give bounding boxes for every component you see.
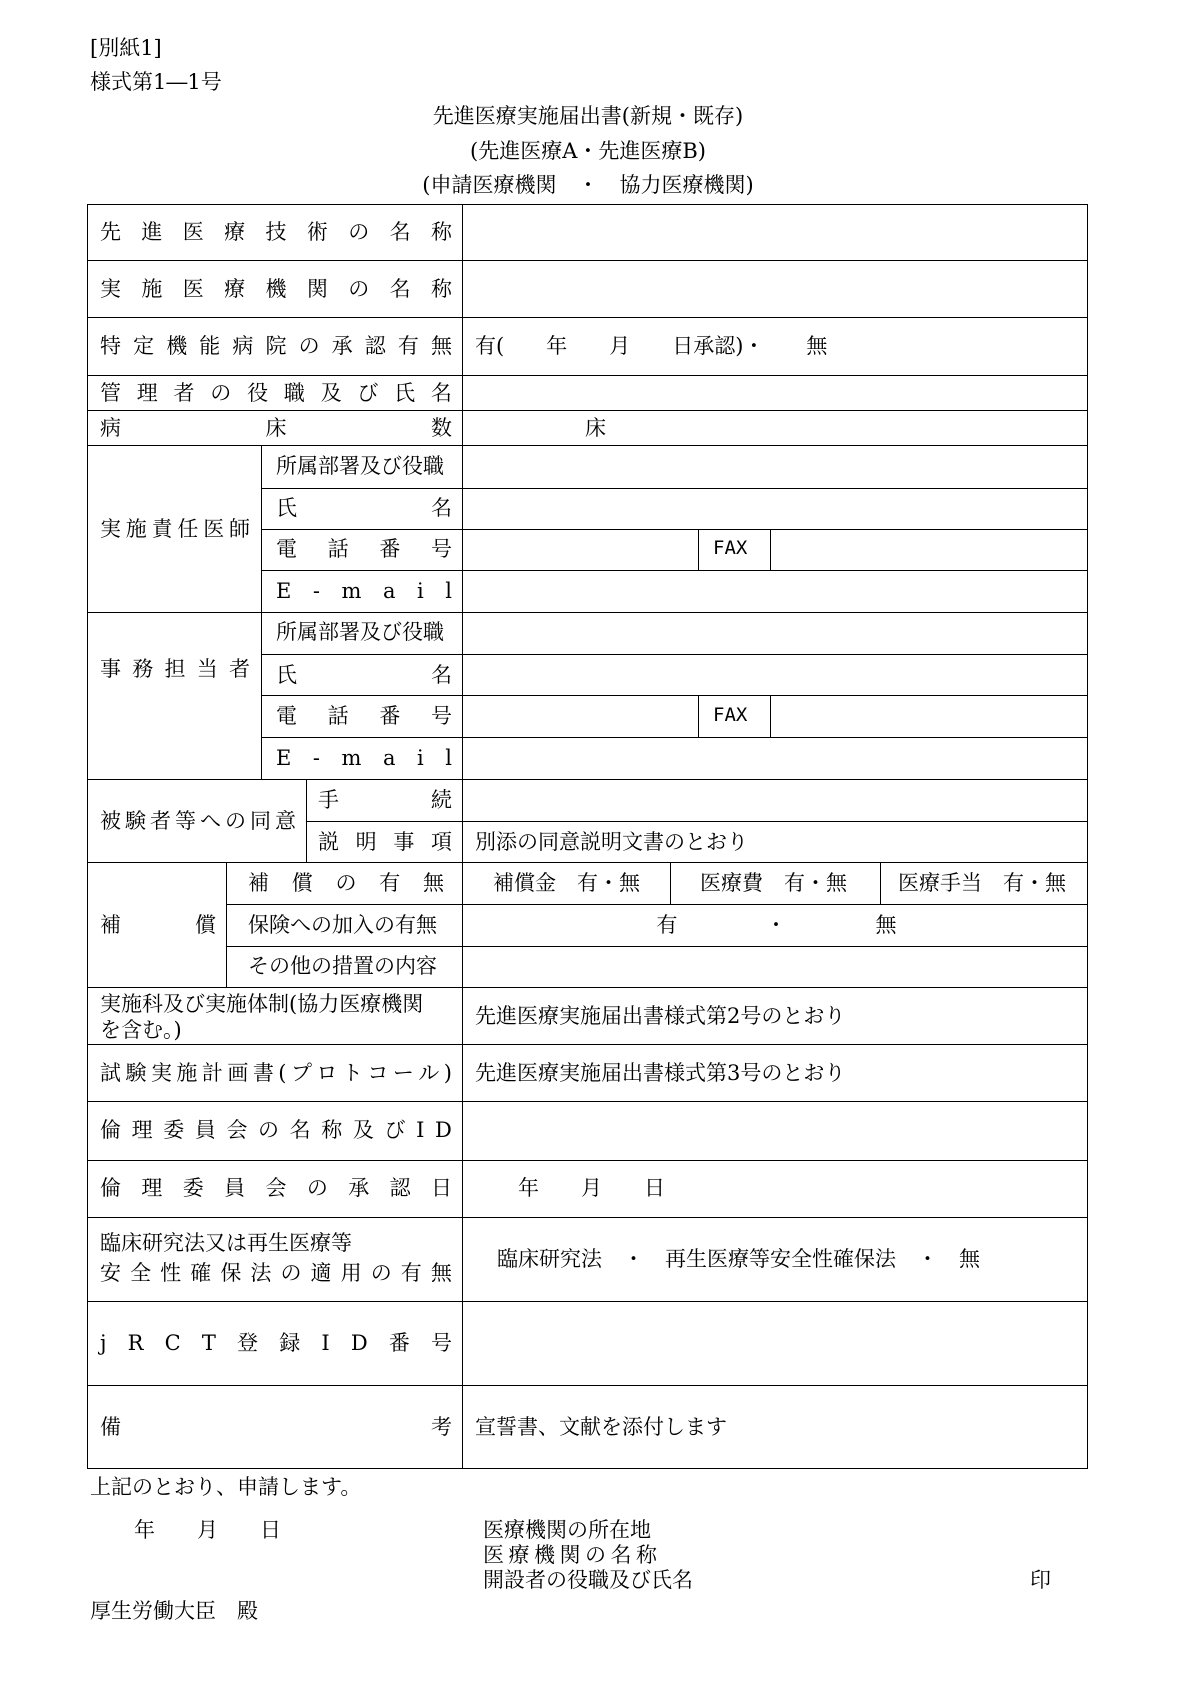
- special-hospital-value: 有( 年 月 日承認)・ 無: [475, 334, 828, 358]
- label-staff-email: E - m a i l: [276, 746, 452, 770]
- label-staff-fax: FAX: [713, 704, 748, 726]
- label-manager: 管 理 者 の 役 職 及 び 氏 名: [100, 381, 452, 405]
- column-divider: [880, 862, 881, 904]
- row-divider: [87, 1160, 1088, 1161]
- remarks-value: 宣誓書、文献を添付します: [475, 1415, 727, 1439]
- subtitle-category: (先進医療A・先進医療B): [470, 139, 706, 163]
- comp-allowance: 医療手当 有・無: [898, 871, 1066, 895]
- label-insurance: 保険への加入の有無: [248, 913, 437, 937]
- label-staff-name: 氏 名: [276, 663, 452, 687]
- row-divider: [261, 488, 1088, 489]
- label-consent: 被 験 者 等 へ の 同 意: [100, 809, 296, 833]
- application-date: 年 月 日: [134, 1518, 281, 1542]
- column-divider: [698, 695, 699, 737]
- label-law-line2: 安 全 性 確 保 法 の 適 用 の 有 無: [100, 1261, 452, 1285]
- label-location: 医療機関の所在地: [483, 1518, 651, 1542]
- label-doctor-email: E - m a i l: [276, 579, 452, 603]
- row-divider: [87, 1101, 1088, 1102]
- row-divider: [261, 654, 1088, 655]
- subtitle-institution: (申請医療機関 ・ 協力医療機関): [422, 173, 754, 197]
- label-jrct: j R C T 登 録 I D 番 号: [100, 1331, 452, 1355]
- label-law-line1: 臨床研究法又は再生医療等: [100, 1231, 352, 1255]
- row-divider: [261, 570, 1088, 571]
- row-divider: [87, 410, 1088, 411]
- comp-medical: 医療費 有・無: [700, 871, 847, 895]
- ethics-date-value: 年 月 日: [518, 1176, 665, 1200]
- label-dept-system-line1: 実施科及び実施体制(協力医療機関: [100, 992, 424, 1016]
- column-divider: [770, 529, 771, 570]
- label-doctor-name: 氏 名: [276, 496, 452, 520]
- row-divider: [261, 737, 1088, 738]
- label-responsible-doctor: 実 施 責 任 医 師: [100, 517, 250, 541]
- addressee: 厚生労働大臣 殿: [90, 1599, 258, 1623]
- form-number: 様式第1―1号: [90, 70, 222, 94]
- label-other-measures: その他の措置の内容: [248, 954, 437, 978]
- label-staff-phone: 電 話 番 号: [276, 704, 452, 728]
- label-office-staff: 事 務 担 当 者: [100, 657, 250, 681]
- attachment-label: [別紙1]: [90, 36, 162, 60]
- label-compensation: 補 償: [100, 913, 216, 937]
- row-divider: [306, 821, 1088, 822]
- label-ethics-date: 倫 理 委 員 会 の 承 認 日: [100, 1176, 452, 1200]
- column-divider: [770, 695, 771, 737]
- row-divider: [261, 695, 1088, 696]
- label-doctor-dept: 所属部署及び役職: [276, 454, 444, 478]
- column-divider: [261, 445, 262, 779]
- label-tech-name: 先 進 医 療 技 術 の 名 称: [100, 220, 452, 244]
- row-divider: [87, 1301, 1088, 1302]
- row-divider: [87, 375, 1088, 376]
- column-divider: [462, 204, 463, 1469]
- row-divider: [226, 904, 1088, 905]
- label-protocol: 試 験 実 施 計 画 書 ( プ ロ ト コ ー ル ): [100, 1061, 452, 1085]
- column-divider: [306, 779, 307, 862]
- label-doctor-fax: FAX: [713, 537, 748, 559]
- insurance-no: 無: [875, 913, 897, 937]
- row-divider: [87, 862, 1088, 863]
- label-beds: 病 床 数: [100, 416, 452, 440]
- label-special-hospital: 特 定 機 能 病 院 の 承 認 有 無: [100, 334, 452, 358]
- column-divider: [698, 529, 699, 570]
- law-value: 臨床研究法 ・ 再生医療等安全性確保法 ・ 無: [497, 1247, 980, 1271]
- row-divider: [87, 1385, 1088, 1386]
- label-founder: 開設者の役職及び氏名: [483, 1568, 693, 1592]
- explanation-value: 別添の同意説明文書のとおり: [475, 830, 748, 854]
- label-doctor-phone: 電 話 番 号: [276, 537, 452, 561]
- label-remarks: 備 考: [100, 1415, 452, 1439]
- seal-mark: 印: [1030, 1568, 1051, 1592]
- insurance-yes: 有: [656, 913, 678, 937]
- column-divider: [226, 862, 227, 987]
- row-divider: [87, 612, 1088, 613]
- label-procedure: 手 続: [318, 788, 452, 812]
- column-divider: [670, 862, 671, 904]
- page-title: 先進医療実施届出書(新規・既存): [432, 104, 744, 128]
- label-comp-presence: 補 償 の 有 無: [248, 871, 444, 895]
- label-ethics-name: 倫 理 委 員 会 の 名 称 及 び I D: [100, 1118, 452, 1142]
- label-explanation: 説 明 事 項: [318, 830, 452, 854]
- row-divider: [87, 260, 1088, 261]
- label-staff-dept: 所属部署及び役職: [276, 620, 444, 644]
- application-statement: 上記のとおり、申請します。: [90, 1475, 362, 1499]
- row-divider: [261, 529, 1088, 530]
- protocol-value: 先進医療実施届出書様式第3号のとおり: [475, 1061, 846, 1085]
- row-divider: [87, 1217, 1088, 1218]
- insurance-dot: ・: [765, 913, 787, 937]
- comp-money: 補償金 有・無: [493, 871, 640, 895]
- label-institution-name: 実 施 医 療 機 関 の 名 称: [100, 277, 452, 301]
- beds-unit: 床: [585, 416, 606, 440]
- row-divider: [87, 445, 1088, 446]
- label-dept-system-line2: を含む。): [100, 1018, 182, 1042]
- row-divider: [87, 987, 1088, 988]
- row-divider: [87, 779, 1088, 780]
- row-divider: [87, 317, 1088, 318]
- label-institution: 医 療 機 関 の 名 称: [483, 1543, 657, 1567]
- row-divider: [226, 946, 1088, 947]
- dept-system-value: 先進医療実施届出書様式第2号のとおり: [475, 1004, 846, 1028]
- row-divider: [87, 1044, 1088, 1045]
